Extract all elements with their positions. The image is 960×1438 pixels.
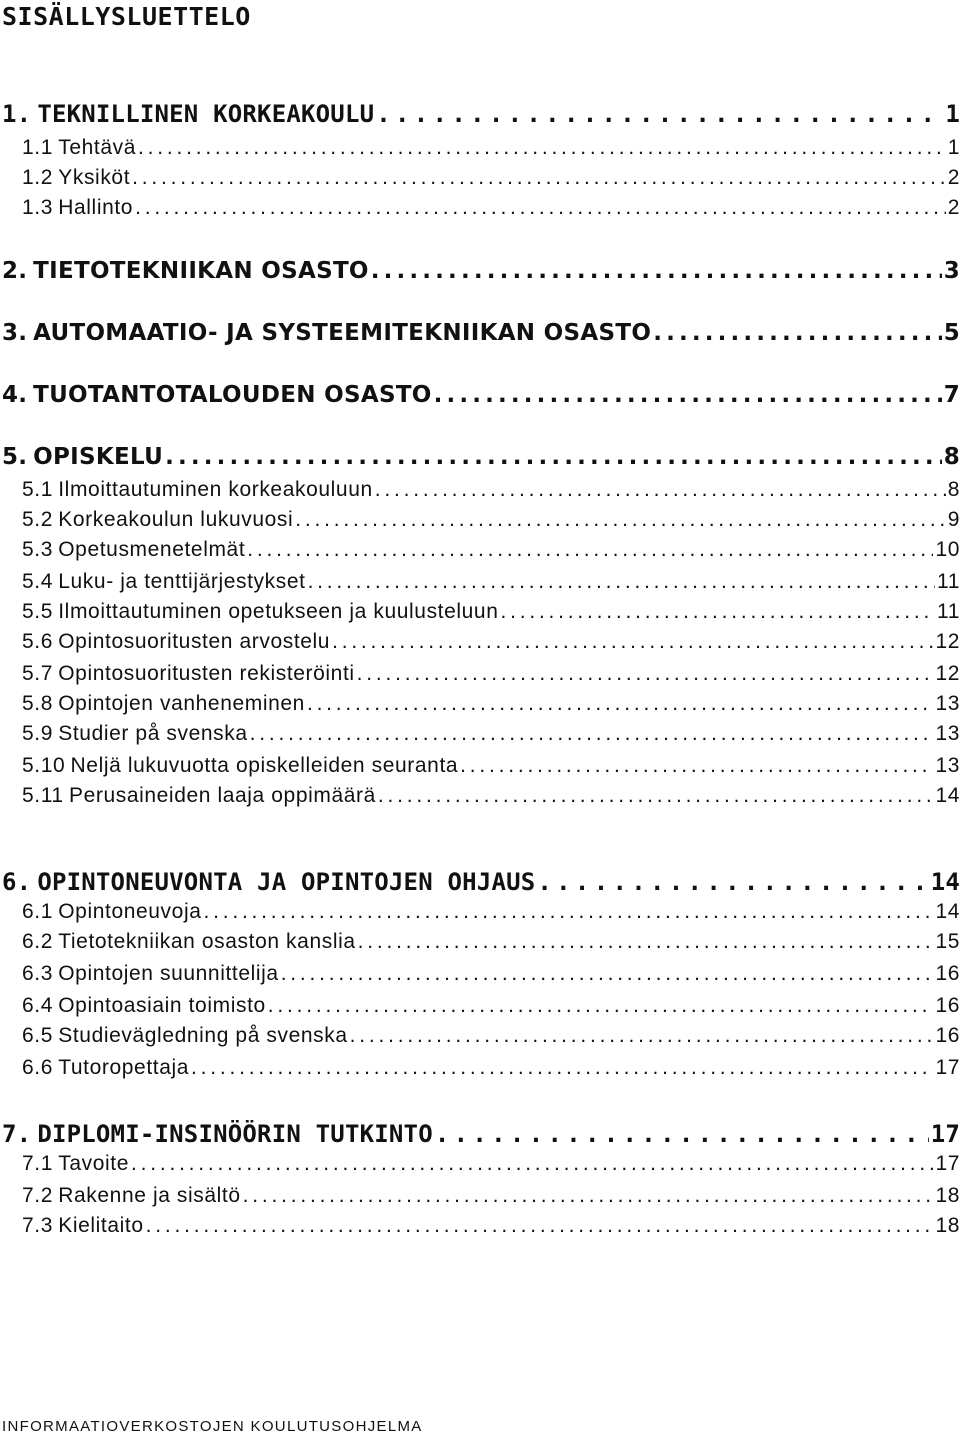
toc-subentry[interactable] (22, 1214, 960, 1246)
dot-leader (537, 868, 928, 896)
toc-entry-title: TIETOTEKNIIKAN OSASTO (33, 258, 369, 284)
toc-entry-number: 6.4 (22, 994, 53, 1017)
toc-page-number: 17 (935, 1152, 960, 1175)
dot-leader (350, 1024, 934, 1048)
dot-leader (500, 600, 935, 624)
toc-page-number: 14 (935, 784, 960, 807)
toc-entry-title: Opintojen suunnittelija (58, 962, 279, 985)
toc-entry-number: 3. (2, 320, 28, 346)
toc-subentry[interactable] (22, 630, 960, 662)
dot-leader (332, 630, 933, 654)
toc-page-number: 16 (935, 1024, 960, 1047)
toc-entry-number: 5.11 (22, 784, 64, 807)
dot-leader (243, 1184, 934, 1208)
dot-leader (131, 1152, 933, 1176)
toc-entry-number: 6.2 (22, 930, 53, 953)
toc-heading[interactable] (2, 320, 960, 352)
toc-entry-title: Opintoneuvoja (58, 900, 202, 923)
toc-entry-title: Opintosuoritusten rekisteröinti (58, 662, 355, 685)
toc-subentry[interactable] (22, 166, 960, 198)
dot-leader (358, 930, 934, 954)
toc-page-number: 12 (935, 662, 960, 685)
toc-heading[interactable] (2, 444, 960, 476)
toc-entry-title: Hallinto (58, 196, 134, 219)
toc-entry-number: 5.7 (22, 662, 53, 685)
toc-entry-number: 6.6 (22, 1056, 53, 1079)
toc-page-number: 17 (930, 1120, 960, 1148)
toc-entry-title: Tavoite (58, 1152, 129, 1175)
dot-leader (165, 444, 942, 470)
toc-entry-number: 4. (2, 382, 28, 408)
toc-page-number: 11 (937, 600, 960, 623)
toc-entry-title: Studievägledning på svenska (58, 1024, 348, 1047)
toc-entry-title: Opintosuoritusten arvostelu (58, 630, 331, 653)
dot-leader (146, 1214, 934, 1238)
dot-leader (132, 166, 946, 190)
toc-entry-title: Opintoasiain toimisto (58, 994, 266, 1017)
toc-page-number: 16 (935, 962, 960, 985)
toc-subentry[interactable] (22, 900, 960, 932)
dot-leader (376, 100, 943, 128)
toc-heading[interactable] (2, 1120, 960, 1152)
toc-entry-title: TUOTANTOTALOUDEN OSASTO (33, 382, 432, 408)
toc-entry-number: 5.8 (22, 692, 53, 715)
toc-entry-title: Studier på svenska (58, 722, 248, 745)
toc-entry-number: 5.1 (22, 478, 53, 501)
toc-entry-number: 7.3 (22, 1214, 53, 1237)
toc-heading[interactable] (2, 100, 960, 132)
toc-entry-number: 2. (2, 258, 28, 284)
dot-leader (307, 692, 933, 716)
toc-subentry[interactable] (22, 136, 960, 168)
toc-subentry[interactable] (22, 722, 960, 754)
toc-page-number: 2 (947, 196, 960, 219)
toc-entry-number: 5.4 (22, 570, 53, 593)
toc-entry-title: TEKNILLINEN KORKEAKOULU (37, 100, 375, 128)
dot-leader (191, 1056, 933, 1080)
toc-entry-number: 1. (2, 100, 32, 128)
dot-leader (281, 962, 934, 986)
toc-entry-title: Neljä lukuvuotta opiskelleiden seuranta (70, 754, 459, 777)
page-title: SISÄLLYSLUETTELO (2, 2, 251, 31)
dot-leader (375, 478, 946, 502)
toc-entry-number: 5.3 (22, 538, 53, 561)
toc-page-number: 14 (935, 900, 960, 923)
toc-subentry[interactable] (22, 508, 960, 540)
dot-leader (295, 508, 945, 532)
toc-entry-title: Tietotekniikan osaston kanslia (58, 930, 356, 953)
toc-subentry[interactable] (22, 784, 960, 816)
toc-page-number: 13 (935, 692, 960, 715)
toc-entry-number: 7. (2, 1120, 32, 1148)
toc-entry-number: 6.3 (22, 962, 53, 985)
toc-entry-title: Perusaineiden laaja oppimäärä (68, 784, 376, 807)
toc-subentry[interactable] (22, 692, 960, 724)
toc-entry-number: 5.2 (22, 508, 53, 531)
toc-entry-number: 5.10 (22, 754, 66, 777)
toc-page-number: 1 (947, 136, 960, 159)
toc-page-number: 18 (935, 1184, 960, 1207)
toc-entry-number: 5.5 (22, 600, 53, 623)
toc-entry-title: Tehtävä (58, 136, 137, 159)
toc-entry-title: Opintojen vanheneminen (58, 692, 305, 715)
dot-leader (378, 784, 934, 808)
toc-entry-number: 7.1 (22, 1152, 53, 1175)
toc-page-number: 16 (935, 994, 960, 1017)
toc-subentry[interactable] (22, 754, 960, 786)
toc-page-number: 8 (943, 444, 960, 470)
toc-entry-title: Yksiköt (58, 166, 131, 189)
toc-entry-title: AUTOMAATIO- JA SYSTEEMITEKNIIKAN OSASTO (33, 320, 652, 346)
dot-leader (308, 570, 935, 594)
toc-subentry[interactable] (22, 1056, 960, 1088)
toc-entry-number: 5.9 (22, 722, 53, 745)
toc-entry-title: Ilmoittautuminen korkeakouluun (58, 478, 373, 501)
dot-leader (435, 1120, 929, 1148)
toc-entry-number: 7.2 (22, 1184, 53, 1207)
toc-page-number: 1 (945, 100, 960, 128)
toc-entry-title: OPINTONEUVONTA JA OPINTOJEN OHJAUS (37, 868, 536, 896)
toc-entry-number: 6.1 (22, 900, 53, 923)
dot-leader (357, 662, 934, 686)
toc-subentry[interactable] (22, 538, 960, 570)
toc-entry-title: DIPLOMI-INSINÖÖRIN TUTKINTO (37, 1120, 433, 1148)
toc-entry-title: Opetusmenetelmät (58, 538, 246, 561)
toc-subentry[interactable] (22, 930, 960, 962)
toc-heading[interactable] (2, 382, 960, 414)
toc-subentry[interactable] (22, 1184, 960, 1216)
toc-entry-title: Kielitaito (58, 1214, 144, 1237)
dot-leader (434, 382, 942, 408)
toc-entry-number: 1.1 (22, 136, 53, 159)
toc-page-number: 10 (935, 538, 960, 561)
toc-page-number: 14 (930, 868, 960, 896)
toc-entry-number: 5.6 (22, 630, 53, 653)
toc-subentry[interactable] (22, 196, 960, 228)
toc-entry-number: 6.5 (22, 1024, 53, 1047)
toc-subentry[interactable] (22, 570, 960, 602)
toc-subentry[interactable] (22, 1024, 960, 1056)
toc-entry-number: 1.3 (22, 196, 53, 219)
dot-leader (250, 722, 934, 746)
toc-page-number: 11 (937, 570, 960, 593)
dot-leader (135, 196, 946, 220)
toc-heading[interactable] (2, 258, 960, 290)
dot-leader (203, 900, 933, 924)
dot-leader (460, 754, 933, 778)
toc-entry-title: OPISKELU (33, 444, 164, 470)
toc-page-number: 18 (935, 1214, 960, 1237)
toc-page-number: 13 (935, 722, 960, 745)
toc-subentry[interactable] (22, 994, 960, 1026)
toc-subentry[interactable] (22, 600, 960, 632)
toc-page-number: 13 (935, 754, 960, 777)
toc-entry-number: 6. (2, 868, 32, 896)
toc-subentry[interactable] (22, 662, 960, 694)
toc-subentry[interactable] (22, 1152, 960, 1184)
toc-page-number: 9 (947, 508, 960, 531)
toc-entry-title: Tutoropettaja (58, 1056, 190, 1079)
toc-page-number: 15 (935, 930, 960, 953)
dot-leader (247, 538, 933, 562)
toc-heading[interactable] (2, 868, 960, 900)
toc-entry-title: Ilmoittautuminen opetukseen ja kuulusteluun (58, 600, 499, 623)
toc-page-number: 7 (943, 382, 960, 408)
toc-entry-title: Korkeakoulun lukuvuosi (58, 508, 294, 531)
toc-entry-number: 5. (2, 444, 28, 470)
dot-leader (653, 320, 942, 346)
toc-page-number: 5 (943, 320, 960, 346)
toc-page-number: 8 (947, 478, 960, 501)
toc-entry-title: Rakenne ja sisältö (58, 1184, 241, 1207)
toc-subentry[interactable] (22, 962, 960, 994)
toc-entry-title: Luku- ja tenttijärjestykset (58, 570, 306, 593)
dot-leader (268, 994, 934, 1018)
dot-leader (371, 258, 942, 284)
dot-leader (138, 136, 946, 160)
toc-page-number: 3 (943, 258, 960, 284)
toc-entry-number: 1.2 (22, 166, 53, 189)
toc-subentry[interactable] (22, 478, 960, 510)
toc-page-number: 17 (935, 1056, 960, 1079)
toc-page-number: 2 (947, 166, 960, 189)
page-footer: INFORMAATIOVERKOSTOJEN KOULUTUSOHJELMA (2, 1418, 423, 1435)
toc-page-number: 12 (935, 630, 960, 653)
